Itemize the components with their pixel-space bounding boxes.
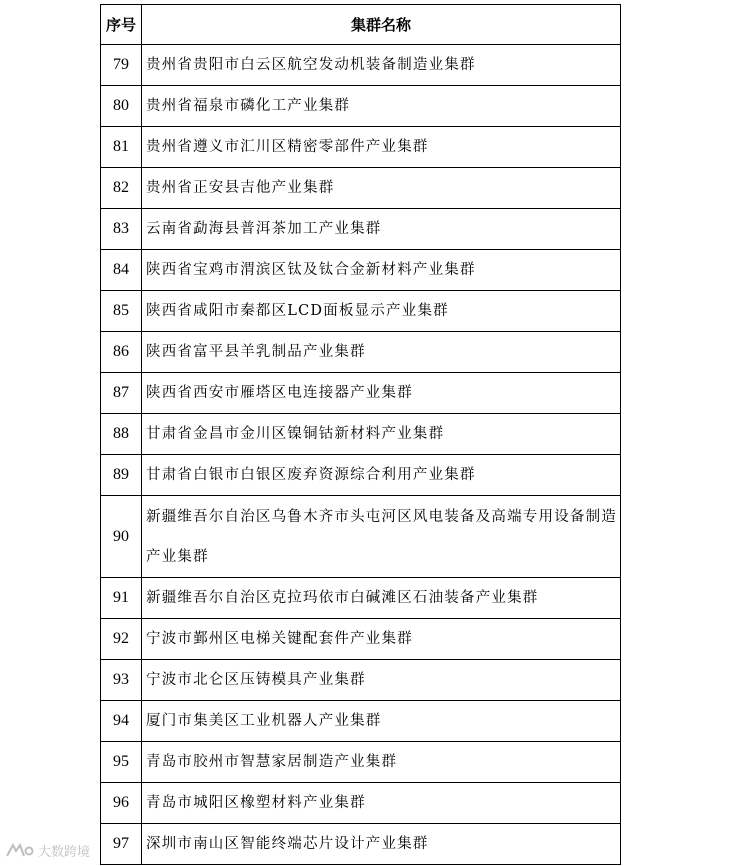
row-serial-number: 88 [101,414,142,455]
table-row [101,291,621,332]
table-row [101,168,621,209]
row-serial-number: 79 [101,45,142,86]
table-row [101,45,621,86]
row-cluster-name: 云南省勐海县普洱茶加工产业集群 [142,209,621,250]
table-row [101,578,621,619]
row-cluster-name: 青岛市城阳区橡塑材料产业集群 [142,783,621,824]
row-serial-number: 96 [101,783,142,824]
table-row [101,250,621,291]
table-row [101,86,621,127]
row-serial-number: 82 [101,168,142,209]
row-cluster-name: 贵州省福泉市磷化工产业集群 [142,86,621,127]
row-serial-number: 84 [101,250,142,291]
row-cluster-name: 新疆维吾尔自治区乌鲁木齐市头屯河区风电装备及高端专用设备制造产业集群 [142,496,621,578]
row-serial-number: 83 [101,209,142,250]
row-cluster-name: 陕西省富平县羊乳制品产业集群 [142,332,621,373]
row-serial-number: 87 [101,373,142,414]
table-row [101,455,621,496]
row-cluster-name: 甘肃省白银市白银区废弃资源综合利用产业集群 [142,455,621,496]
watermark-text: 大数跨境 [38,845,91,860]
row-cluster-name: 宁波市鄞州区电梯关键配套件产业集群 [142,619,621,660]
table-header-row [101,5,621,45]
table-row [101,824,621,865]
row-serial-number: 89 [101,455,142,496]
row-cluster-name: 青岛市胶州市智慧家居制造产业集群 [142,742,621,783]
row-cluster-name: 厦门市集美区工业机器人产业集群 [142,701,621,742]
row-serial-number: 97 [101,824,142,865]
header-cluster-name: 集群名称 [142,5,621,45]
table-row [101,742,621,783]
table-row [101,660,621,701]
table-row [101,496,621,578]
table-row [101,332,621,373]
table-row [101,414,621,455]
row-cluster-name: 新疆维吾尔自治区克拉玛依市白碱滩区石油装备产业集群 [142,578,621,619]
watermark-logo-icon [4,842,34,860]
table-body [101,45,621,865]
cluster-table [100,4,621,865]
row-serial-number: 85 [101,291,142,332]
row-serial-number: 81 [101,127,142,168]
row-cluster-name: 贵州省贵阳市白云区航空发动机装备制造业集群 [142,45,621,86]
row-cluster-name: 深圳市南山区智能终端芯片设计产业集群 [142,824,621,865]
watermark [4,841,90,860]
header-serial-number: 序号 [101,5,142,45]
row-serial-number: 92 [101,619,142,660]
table-row [101,701,621,742]
row-cluster-name: 陕西省宝鸡市渭滨区钛及钛合金新材料产业集群 [142,250,621,291]
row-cluster-name: 宁波市北仑区压铸模具产业集群 [142,660,621,701]
table-row [101,209,621,250]
table-row [101,619,621,660]
row-serial-number: 95 [101,742,142,783]
row-cluster-name: 陕西省咸阳市秦都区LCD面板显示产业集群 [142,291,621,332]
row-cluster-name: 甘肃省金昌市金川区镍铜钴新材料产业集群 [142,414,621,455]
row-serial-number: 94 [101,701,142,742]
row-serial-number: 86 [101,332,142,373]
row-serial-number: 93 [101,660,142,701]
row-serial-number: 80 [101,86,142,127]
row-serial-number: 91 [101,578,142,619]
table-row [101,127,621,168]
table-row [101,783,621,824]
table-row [101,373,621,414]
row-cluster-name: 贵州省遵义市汇川区精密零部件产业集群 [142,127,621,168]
row-cluster-name: 贵州省正安县吉他产业集群 [142,168,621,209]
row-cluster-name: 陕西省西安市雁塔区电连接器产业集群 [142,373,621,414]
row-serial-number: 90 [101,496,142,578]
